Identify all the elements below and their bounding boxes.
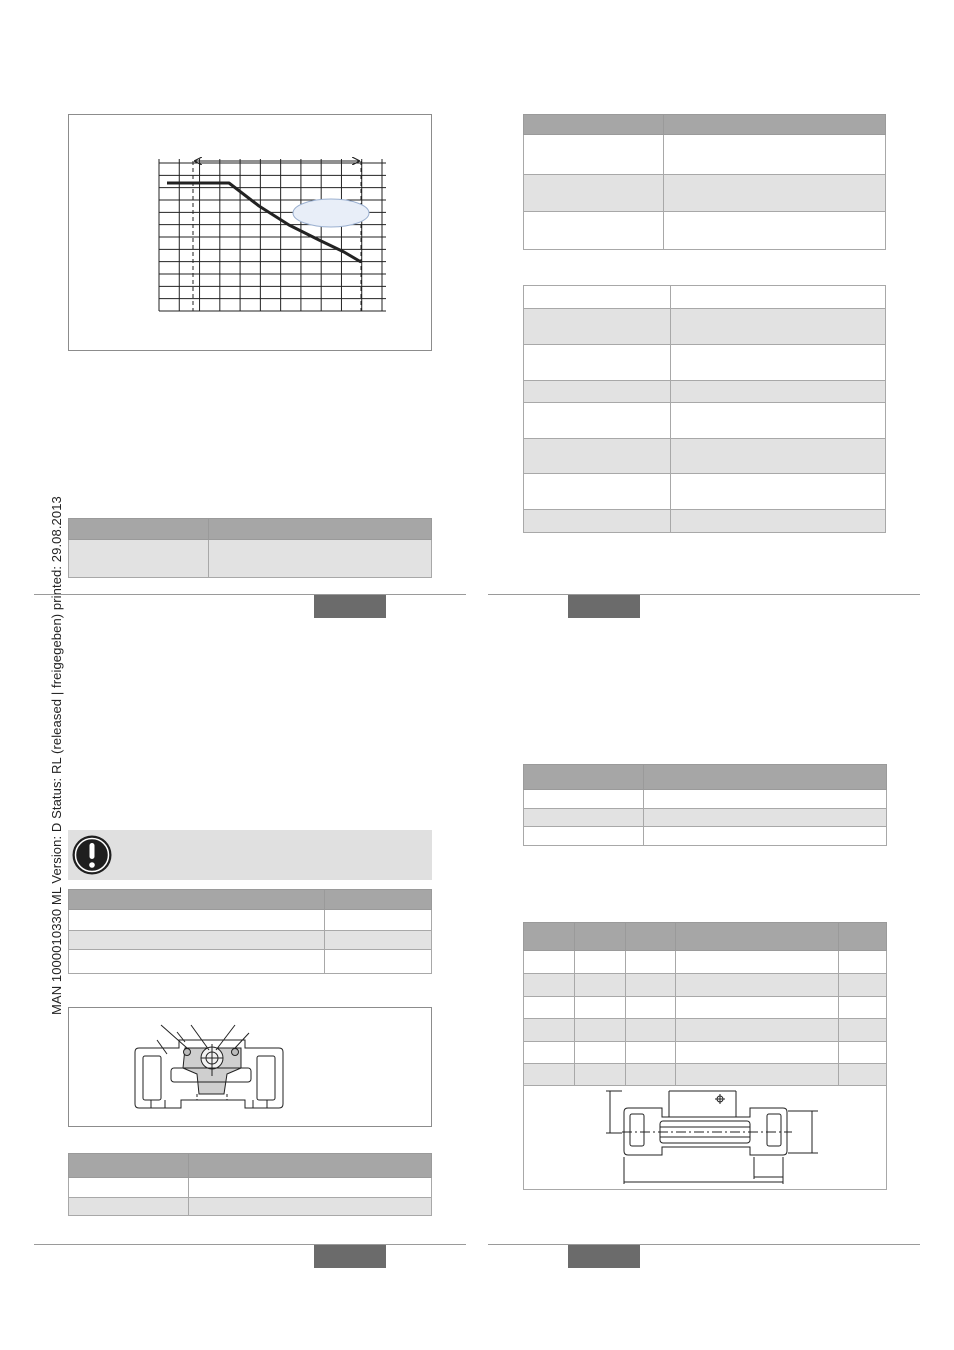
header-cell <box>325 890 432 910</box>
right-table-3 <box>523 764 887 846</box>
table-cell <box>69 540 209 578</box>
table-cell <box>524 510 671 533</box>
header-cell <box>209 519 432 540</box>
table-cell <box>524 403 671 439</box>
table-cell <box>676 1064 839 1086</box>
table-cell <box>839 1042 887 1064</box>
header-cell <box>69 519 209 540</box>
divider-line <box>34 594 466 595</box>
header-cell <box>644 765 887 790</box>
page-tab <box>314 595 386 618</box>
table-cell <box>524 790 644 809</box>
table-cell <box>524 1064 575 1086</box>
right-table-1 <box>523 114 886 250</box>
table-cell <box>839 1064 887 1086</box>
table-cell <box>524 175 664 212</box>
table-cell <box>839 1019 887 1042</box>
header-cell <box>524 765 644 790</box>
derating-chart-figure <box>68 114 432 351</box>
table-cell <box>839 951 887 974</box>
exclamation-circle-icon <box>71 834 113 876</box>
table-cell <box>839 997 887 1019</box>
table-cell <box>524 381 671 403</box>
table-cell <box>524 974 575 997</box>
table-cell <box>839 974 887 997</box>
table-cell <box>626 951 676 974</box>
table-cell <box>644 827 887 846</box>
table-cell <box>524 345 671 381</box>
table-cell <box>664 135 886 175</box>
table-cell <box>626 974 676 997</box>
table-cell <box>325 931 432 950</box>
header-cell <box>189 1154 432 1178</box>
divider-line <box>34 1244 466 1245</box>
header-cell <box>524 923 575 951</box>
header-cell <box>839 923 887 951</box>
table-cell <box>69 950 325 974</box>
table-cell <box>189 1178 432 1198</box>
housing-drawing-figure <box>68 1007 432 1127</box>
table-cell <box>671 381 886 403</box>
table-cell <box>524 997 575 1019</box>
right-table-4 <box>523 922 887 1190</box>
table-cell <box>524 212 664 250</box>
table-cell <box>575 951 626 974</box>
right-table-2 <box>523 285 886 533</box>
header-cell <box>575 923 626 951</box>
table-cell <box>664 212 886 250</box>
table-cell <box>575 1019 626 1042</box>
table-cell <box>676 997 839 1019</box>
table-cell <box>644 809 887 827</box>
table-cell <box>671 286 886 309</box>
table-cell <box>575 974 626 997</box>
table-cell <box>325 950 432 974</box>
table-cell <box>575 1042 626 1064</box>
left-table-3 <box>68 1153 432 1216</box>
table-cell <box>644 790 887 809</box>
table-cell <box>664 175 886 212</box>
table-cell <box>575 1064 626 1086</box>
table-cell <box>676 951 839 974</box>
table-cell <box>575 997 626 1019</box>
table-cell <box>671 345 886 381</box>
table-cell <box>325 910 432 931</box>
table-cell <box>676 1019 839 1042</box>
header-cell <box>69 1154 189 1178</box>
table-cell <box>69 1178 189 1198</box>
divider-line <box>488 1244 920 1245</box>
table-cell <box>69 910 325 931</box>
header-cell <box>524 115 664 135</box>
table-cell <box>671 309 886 345</box>
header-cell <box>664 115 886 135</box>
dimension-drawing-cell <box>524 1086 887 1190</box>
page-tab <box>314 1245 386 1268</box>
table-cell <box>524 827 644 846</box>
table-cell <box>671 403 886 439</box>
document-status-sidebar: MAN 1000010330 ML Version: D Status: RL (released | freigegeben) printed: 29.08.2013 <box>49 496 64 1015</box>
header-cell <box>676 923 839 951</box>
left-table-1 <box>68 518 432 578</box>
table-cell <box>524 135 664 175</box>
table-cell <box>626 1064 676 1086</box>
page-tab <box>568 595 640 618</box>
table-cell <box>524 286 671 309</box>
table-cell <box>524 1042 575 1064</box>
header-cell <box>626 923 676 951</box>
table-cell <box>671 510 886 533</box>
table-cell <box>209 540 432 578</box>
table-cell <box>524 439 671 474</box>
derating-chart <box>69 115 431 350</box>
table-cell <box>676 974 839 997</box>
table-cell <box>524 474 671 510</box>
table-cell <box>69 1198 189 1216</box>
table-cell <box>524 309 671 345</box>
header-cell <box>69 890 325 910</box>
table-cell <box>189 1198 432 1216</box>
page-tab <box>568 1245 640 1268</box>
table-cell <box>626 997 676 1019</box>
table-cell <box>626 1042 676 1064</box>
left-table-2 <box>68 889 432 974</box>
table-cell <box>676 1042 839 1064</box>
table-cell <box>69 931 325 950</box>
curve-label-ellipse <box>293 199 369 227</box>
divider-line <box>488 594 920 595</box>
table-cell <box>524 951 575 974</box>
notice-box <box>68 830 432 880</box>
table-cell <box>524 1019 575 1042</box>
table-cell <box>626 1019 676 1042</box>
housing-drawing <box>69 1008 431 1126</box>
dimension-drawing <box>524 1087 884 1189</box>
table-cell <box>671 439 886 474</box>
table-cell <box>671 474 886 510</box>
table-cell <box>524 809 644 827</box>
